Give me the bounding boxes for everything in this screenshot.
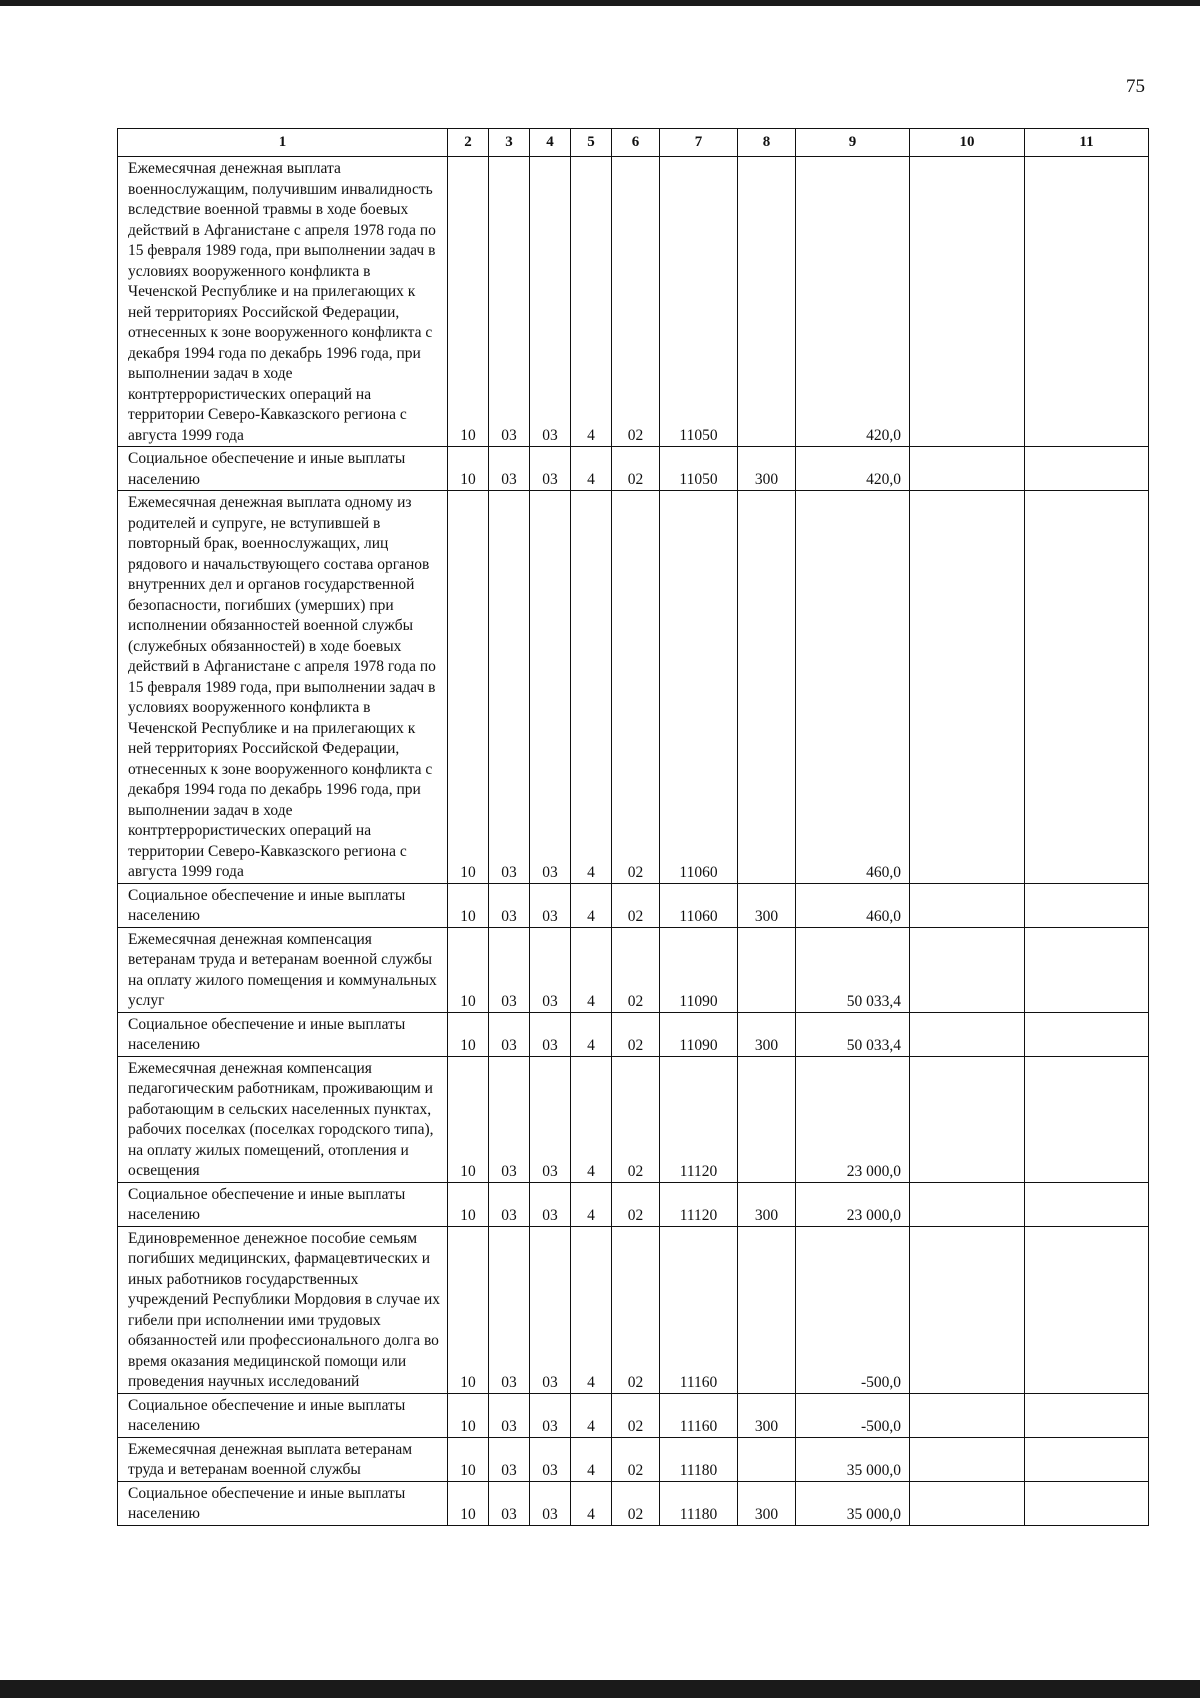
table-row [118,1226,1149,1393]
cell-c4: 03 [530,447,571,491]
cell-c5: 4 [571,1056,612,1182]
cell-c6: 02 [612,1437,660,1481]
cell-c9: 420,0 [796,157,910,447]
cell-c6: 02 [612,1226,660,1393]
cell-c11 [1025,927,1149,1012]
cell-c5: 4 [571,1437,612,1481]
cell-c8: 300 [738,1012,796,1056]
cell-c9: 50 033,4 [796,927,910,1012]
column-header: 9 [796,129,910,157]
row-description: Социальное обеспечение и иные выплаты населению [118,1012,448,1056]
table-row [118,491,1149,884]
cell-c3: 03 [489,157,530,447]
cell-c10 [910,157,1025,447]
cell-c11 [1025,1437,1149,1481]
cell-c8: 300 [738,1481,796,1525]
cell-c2: 10 [448,1481,489,1525]
cell-c8 [738,157,796,447]
cell-c3: 03 [489,491,530,884]
table-row [118,1012,1149,1056]
cell-c6: 02 [612,1012,660,1056]
cell-c10 [910,1182,1025,1226]
cell-c4: 03 [530,1393,571,1437]
cell-c2: 10 [448,157,489,447]
cell-c3: 03 [489,1393,530,1437]
scan-bottom-edge [0,1680,1200,1698]
row-description: Ежемесячная денежная компенсация педагогическим работникам, проживающим и работающим в сельских населенных пунктах, рабочих поселках (поселках городского типа), на оплату жилых помещений, отопления и освещения [118,1056,448,1182]
row-description: Ежемесячная денежная выплата ветеранам труда и ветеранам военной службы [118,1437,448,1481]
cell-c11 [1025,883,1149,927]
cell-c10 [910,1226,1025,1393]
cell-c7: 11050 [660,157,738,447]
cell-c9: 35 000,0 [796,1481,910,1525]
cell-c10 [910,447,1025,491]
cell-c4: 03 [530,1437,571,1481]
cell-c5: 4 [571,927,612,1012]
table-row [118,1182,1149,1226]
cell-c10 [910,1012,1025,1056]
column-header: 2 [448,129,489,157]
cell-c8 [738,1437,796,1481]
table-row [118,1481,1149,1525]
cell-c8 [738,1226,796,1393]
cell-c5: 4 [571,157,612,447]
cell-c3: 03 [489,1481,530,1525]
row-description: Социальное обеспечение и иные выплаты населению [118,1182,448,1226]
cell-c7: 11050 [660,447,738,491]
cell-c2: 10 [448,1393,489,1437]
cell-c6: 02 [612,883,660,927]
cell-c3: 03 [489,927,530,1012]
cell-c11 [1025,1481,1149,1525]
cell-c8 [738,927,796,1012]
cell-c5: 4 [571,1182,612,1226]
cell-c2: 10 [448,1437,489,1481]
column-header: 11 [1025,129,1149,157]
cell-c9: -500,0 [796,1226,910,1393]
cell-c8 [738,1056,796,1182]
cell-c9: 23 000,0 [796,1182,910,1226]
column-header: 4 [530,129,571,157]
row-description: Социальное обеспечение и иные выплаты населению [118,883,448,927]
cell-c11 [1025,1182,1149,1226]
column-header: 8 [738,129,796,157]
cell-c9: 460,0 [796,883,910,927]
cell-c4: 03 [530,883,571,927]
table-row [118,447,1149,491]
cell-c8: 300 [738,447,796,491]
cell-c11 [1025,1226,1149,1393]
column-header: 10 [910,129,1025,157]
cell-c2: 10 [448,1226,489,1393]
cell-c2: 10 [448,447,489,491]
cell-c11 [1025,157,1149,447]
table-row [118,1056,1149,1182]
cell-c3: 03 [489,1012,530,1056]
cell-c2: 10 [448,1056,489,1182]
cell-c3: 03 [489,1226,530,1393]
cell-c4: 03 [530,1226,571,1393]
cell-c10 [910,491,1025,884]
cell-c9: 460,0 [796,491,910,884]
cell-c9: 35 000,0 [796,1437,910,1481]
cell-c10 [910,927,1025,1012]
cell-c10 [910,883,1025,927]
cell-c7: 11120 [660,1056,738,1182]
cell-c4: 03 [530,491,571,884]
cell-c7: 11180 [660,1481,738,1525]
cell-c4: 03 [530,157,571,447]
table-row [118,157,1149,447]
cell-c11 [1025,1056,1149,1182]
cell-c2: 10 [448,883,489,927]
cell-c7: 11060 [660,491,738,884]
cell-c3: 03 [489,883,530,927]
column-header: 3 [489,129,530,157]
cell-c7: 11180 [660,1437,738,1481]
table-header-row [118,129,1149,157]
cell-c11 [1025,447,1149,491]
cell-c3: 03 [489,1182,530,1226]
page-number: 75 [1126,76,1145,97]
cell-c11 [1025,491,1149,884]
cell-c4: 03 [530,1056,571,1182]
cell-c3: 03 [489,1437,530,1481]
cell-c5: 4 [571,1481,612,1525]
cell-c9: 420,0 [796,447,910,491]
cell-c4: 03 [530,927,571,1012]
cell-c2: 10 [448,927,489,1012]
cell-c2: 10 [448,1012,489,1056]
cell-c10 [910,1393,1025,1437]
cell-c5: 4 [571,447,612,491]
cell-c9: 23 000,0 [796,1056,910,1182]
table-row [118,1437,1149,1481]
cell-c8: 300 [738,1393,796,1437]
row-description: Ежемесячная денежная выплата военнослужащим, получившим инвалидность вследствие военной травмы в ходе боевых действий в Афганистане с апреля 1978 года по 15 февраля 1989 года, при выполнении задач в условиях вооруженного конфликта в Чеченской Республике и на прилегающих к ней территориях Российской Федерации, отнесенных к зоне вооруженного конфликта с декабря 1994 года по декабрь 1996 года, при выполнении задач в ходе контртеррористических операций на территории Северо-Кавказского региона с августа 1999 года [118,157,448,447]
cell-c7: 11090 [660,1012,738,1056]
cell-c5: 4 [571,883,612,927]
cell-c8: 300 [738,883,796,927]
cell-c5: 4 [571,1393,612,1437]
row-description: Ежемесячная денежная выплата одному из родителей и супруге, не вступившей в повторный брак, военнослужащих, лиц рядового и начальствующего состава органов внутренних дел и органов государственной безопасности, погибших (умерших) при исполнении обязанностей военной службы (служебных обязанностей) в ходе боевых действий в Афганистане с апреля 1978 года по 15 февраля 1989 года, при выполнении задач в условиях вооруженного конфликта в Чеченской Республике и на прилегающих к ней территориях Российской Федерации, отнесенных к зоне вооруженного конфликта с декабря 1994 года по декабрь 1996 года, при выполнении задач в ходе контртеррористических операций на территории Северо-Кавказского региона с августа 1999 года [118,491,448,884]
table-row [118,883,1149,927]
cell-c4: 03 [530,1012,571,1056]
row-description: Социальное обеспечение и иные выплаты населению [118,1393,448,1437]
scan-top-edge [0,0,1200,6]
cell-c9: 50 033,4 [796,1012,910,1056]
cell-c2: 10 [448,491,489,884]
cell-c4: 03 [530,1182,571,1226]
row-description: Социальное обеспечение и иные выплаты населению [118,447,448,491]
column-header: 6 [612,129,660,157]
cell-c3: 03 [489,447,530,491]
cell-c10 [910,1437,1025,1481]
table-row [118,927,1149,1012]
cell-c8: 300 [738,1182,796,1226]
cell-c6: 02 [612,157,660,447]
cell-c6: 02 [612,491,660,884]
cell-c9: -500,0 [796,1393,910,1437]
row-description: Ежемесячная денежная компенсация ветеранам труда и ветеранам военной службы на оплату жилого помещения и коммунальных услуг [118,927,448,1012]
table-row [118,1393,1149,1437]
column-header: 7 [660,129,738,157]
cell-c7: 11060 [660,883,738,927]
cell-c3: 03 [489,1056,530,1182]
cell-c7: 11120 [660,1182,738,1226]
cell-c5: 4 [571,1226,612,1393]
cell-c6: 02 [612,1393,660,1437]
cell-c8 [738,491,796,884]
cell-c7: 11090 [660,927,738,1012]
cell-c6: 02 [612,1056,660,1182]
cell-c6: 02 [612,447,660,491]
cell-c7: 11160 [660,1393,738,1437]
cell-c6: 02 [612,1481,660,1525]
cell-c2: 10 [448,1182,489,1226]
cell-c7: 11160 [660,1226,738,1393]
cell-c11 [1025,1393,1149,1437]
cell-c6: 02 [612,927,660,1012]
column-header: 5 [571,129,612,157]
column-header: 1 [118,129,448,157]
cell-c5: 4 [571,491,612,884]
cell-c5: 4 [571,1012,612,1056]
budget-table [117,128,1149,1526]
row-description: Социальное обеспечение и иные выплаты населению [118,1481,448,1525]
cell-c6: 02 [612,1182,660,1226]
cell-c10 [910,1056,1025,1182]
cell-c4: 03 [530,1481,571,1525]
cell-c10 [910,1481,1025,1525]
row-description: Единовременное денежное пособие семьям погибших медицинских, фармацевтических и иных работников государственных учреждений Республики Мордовия в случае их гибели при исполнении ими трудовых обязанностей или профессионального долга во время оказания медицинской помощи или проведения научных исследований [118,1226,448,1393]
cell-c11 [1025,1012,1149,1056]
